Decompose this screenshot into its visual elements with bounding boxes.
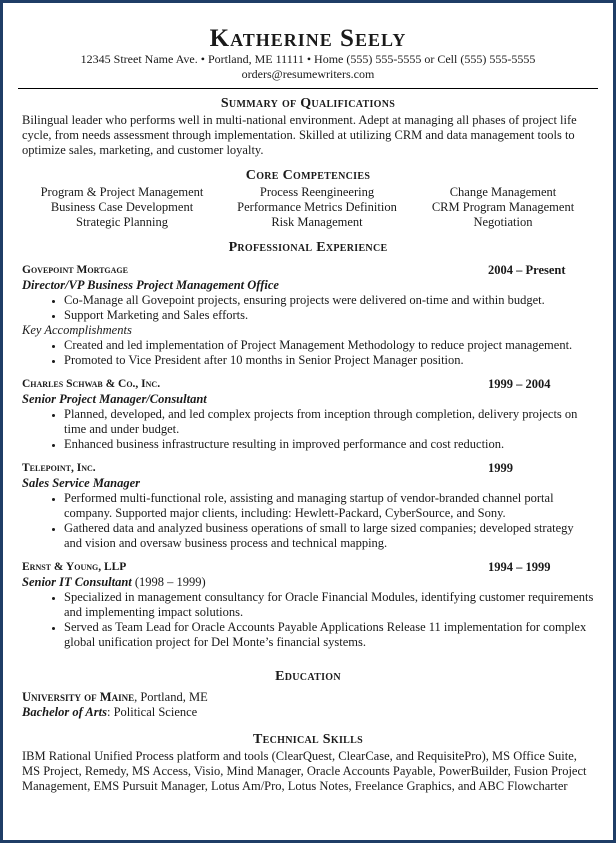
key-accomplishments-label: Key Accomplishments <box>22 323 132 337</box>
candidate-name: Katherine Seely <box>209 25 407 52</box>
degree-field: : Political Science <box>106 705 198 719</box>
competencies-heading: Core Competencies <box>245 168 371 183</box>
summary-heading: Summary of Qualifications <box>220 96 396 111</box>
competency-item: Business Case Development <box>50 200 194 214</box>
job-title: Sales Service Manager <box>22 476 141 490</box>
company-name: Telepoint, Inc. <box>22 462 96 474</box>
competency-item: Risk Management <box>271 215 363 229</box>
company-name: Govepoint Mortgage <box>22 264 128 276</box>
job-bullet: • Planned, developed, and led complex projects from inception through completion, delivery projects on time and under budget. <box>64 407 594 437</box>
job-dates: 1999 – 2004 <box>488 377 551 391</box>
job-bullets <box>22 590 594 650</box>
job-bullet: • Support Marketing and Sales efforts. <box>64 308 594 323</box>
job-dates: 2004 – Present <box>488 263 566 277</box>
job-bullet: • Gathered data and analyzed business operations of small to large sized companies; developed strategy and vision and oversaw business process and technical mapping. <box>64 521 594 551</box>
job-bullet: • Created and led implementation of Project Management Methodology to reduce project management. <box>64 338 594 353</box>
company-name: Ernst & Young, LLP <box>22 561 127 573</box>
accomplishment-bullets <box>22 338 594 368</box>
competency-item: Process Reengineering <box>259 185 375 199</box>
company-name: Charles Schwab & Co., Inc. <box>22 378 161 390</box>
job-title: Senior Project Manager/Consultant <box>22 392 207 406</box>
job-bullets <box>22 491 594 551</box>
education-school <box>22 690 594 705</box>
contact-address: 12345 Street Name Ave. • Portland, ME 11111 • Home (555) 555-5555 or Cell (555) 555-5555 <box>80 52 536 66</box>
header-divider <box>18 88 598 89</box>
competency-item: Strategic Planning <box>76 215 168 229</box>
skills-heading: Technical Skills <box>253 732 363 747</box>
job-bullet: • Served as Team Lead for Oracle Accounts Payable Applications Release 11 implementation for complex global unification project for Del Monte’s financial systems. <box>64 620 594 650</box>
competency-item: Negotiation <box>473 215 533 229</box>
job-header <box>22 560 594 575</box>
competency-item: Performance Metrics Definition <box>237 200 397 214</box>
job-title-years: (1998 – 1999) <box>134 575 206 589</box>
contact-email: orders@resumewriters.com <box>241 67 375 81</box>
competency-item: Change Management <box>449 185 557 199</box>
job-bullet: • Promoted to Vice President after 10 months in Senior Project Manager position. <box>64 353 594 368</box>
competencies-grid <box>22 185 594 230</box>
school-location: , Portland, ME <box>134 690 208 704</box>
job-title: Director/VP Business Project Management Office <box>22 278 279 292</box>
experience-heading: Professional Experience <box>228 240 388 255</box>
job-bullets <box>22 293 594 323</box>
skills-text: IBM Rational Unified Process platform and tools (ClearQuest, ClearCase, and RequisitePro), MS Office Suite, MS Project, Remedy, MS Access, Visio, Mind Manager, Oracle Accounts Payable, PowerBuilder, Fusion Project Management, EMS Pursuit Manager, Lotus Am/Pro, Lotus Notes, Freelance Graphics, and ABC Flowcharter <box>22 749 587 793</box>
summary-text: Bilingual leader who performs well in multi-national environment. Adept at managing all phases of project life cycle, from needs assessment through implementation. Skilled at utilizing CRM and data management tools to optimize sales, marketing, and customer loyalty. <box>22 113 577 157</box>
competency-item: Program & Project Management <box>40 185 204 199</box>
job-header <box>22 461 594 476</box>
job-title-text: Senior IT Consultant <box>22 575 132 589</box>
job-bullet: • Enhanced business infrastructure resulting in improved performance and cost reduction. <box>64 437 594 452</box>
job-bullet: • Performed multi-functional role, assisting and managing startup of vendor-branded channel portal company. Supported major clients, including: Hewlett-Packard, CyberSource, and Sony. <box>64 491 594 521</box>
job-dates: 1999 <box>488 461 513 475</box>
job-bullet: • Co-Manage all Govepoint projects, ensuring projects were delivered on-time and within budget. <box>64 293 594 308</box>
education-degree <box>22 705 594 720</box>
degree-name: Bachelor of Arts <box>22 705 107 719</box>
competency-item: CRM Program Management <box>431 200 575 214</box>
job-dates: 1994 – 1999 <box>488 560 551 574</box>
job-header <box>22 377 594 392</box>
school-name: University of Maine <box>22 690 135 704</box>
job-header <box>22 263 594 278</box>
job-title <box>22 575 594 590</box>
education-heading: Education <box>275 669 341 684</box>
job-bullet: • Specialized in management consultancy for Oracle Financial Modules, identifying customer requirements and implementing impact solutions. <box>64 590 594 620</box>
resume-page <box>22 18 594 794</box>
job-bullets <box>22 407 594 452</box>
